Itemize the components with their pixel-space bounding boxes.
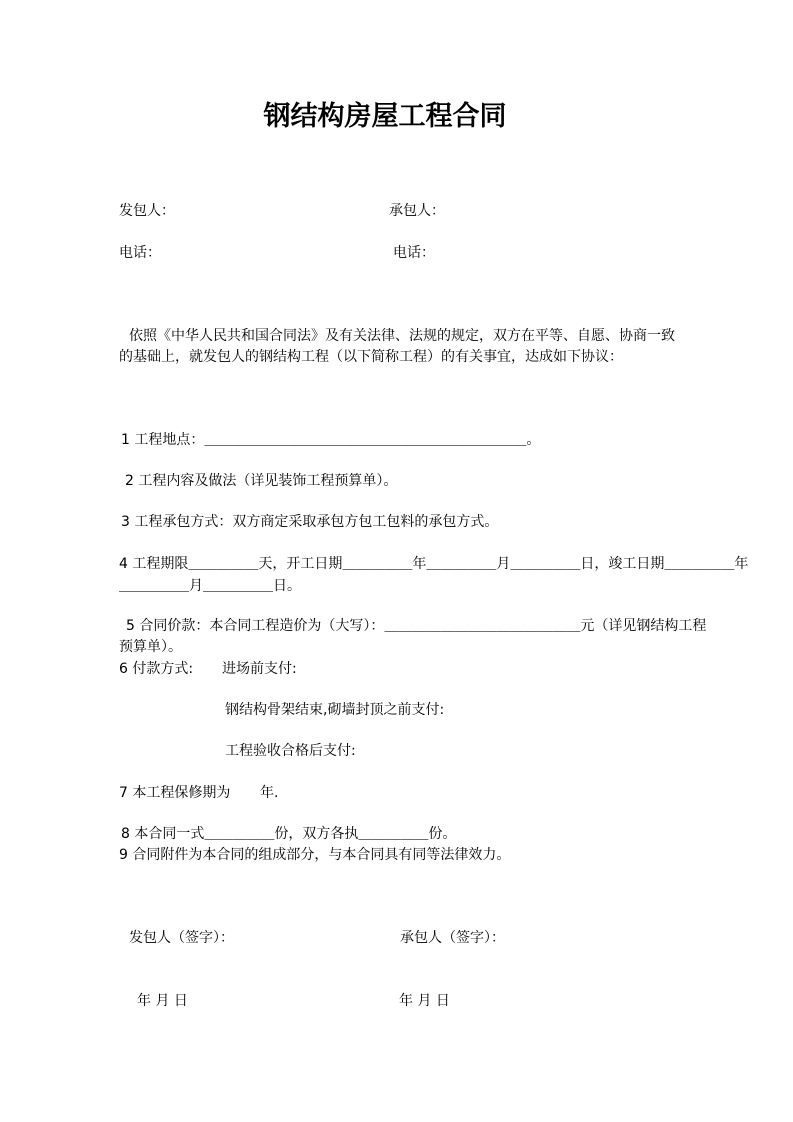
clause-6-item-1: 进场前支付: xyxy=(222,661,297,677)
contractor-phone-label: 电话： xyxy=(393,245,435,261)
clause-7-warranty-suffix: 年. xyxy=(260,785,279,801)
clause-6-label: 6 付款方式: xyxy=(119,661,194,677)
clause-1-location: 1 工程地点：＿＿＿＿＿＿＿＿＿＿＿＿＿＿＿＿＿＿＿＿＿＿＿。 xyxy=(121,432,541,448)
employer-signature-label: 发包人（签字）： xyxy=(129,930,234,946)
employer-label: 发包人： xyxy=(119,203,175,219)
clause-7-warranty-prefix: 7 本工程保修期为 xyxy=(119,785,231,801)
clause-5-price-line-1: 5 合同价款：本合同工程造价为（大写）：＿＿＿＿＿＿＿＿＿＿＿＿＿＿元（详见钢结构工程 xyxy=(126,618,707,634)
clause-4-period-line-2: ＿＿＿＿＿月＿＿＿＿＿日。 xyxy=(119,578,301,594)
employer-signature-date: 年 月 日 xyxy=(137,993,188,1009)
clause-9-appendix: 9 合同附件为本合同的组成部分，与本合同具有同等法律效力。 xyxy=(119,847,511,863)
clause-3-method: 3 工程承包方式：双方商定采取承包方包工包料的承包方式。 xyxy=(121,514,499,530)
contractor-signature-date: 年 月 日 xyxy=(399,993,450,1009)
clause-2-content: 2 工程内容及做法（详见装饰工程预算单）。 xyxy=(125,473,398,489)
clause-6-item-2: 钢结构骨架结束,砌墙封顶之前支付: xyxy=(225,702,445,718)
preamble-line-1: 依照《中华人民共和国合同法》及有关法律、法规的规定，双方在平等、自愿、协商一致 xyxy=(129,328,675,344)
contractor-label: 承包人： xyxy=(389,203,445,219)
clause-6-item-3: 工程验收合格后支付: xyxy=(225,743,356,759)
clause-5-price-line-2: 预算单）。 xyxy=(119,639,182,655)
clause-4-period-line-1: 4 工程期限＿＿＿＿＿天，开工日期＿＿＿＿＿年＿＿＿＿＿月＿＿＿＿＿日，竣工日期＿＿＿＿＿年 xyxy=(119,556,749,572)
contractor-signature-label: 承包人（签字）： xyxy=(400,930,505,946)
employer-phone-label: 电话： xyxy=(119,245,161,261)
preamble-line-2: 的基础上，就发包人的钢结构工程（以下简称工程）的有关事宜，达成如下协议： xyxy=(119,349,623,365)
clause-8-copies: 8 本合同一式＿＿＿＿＿份，双方各执＿＿＿＿＿份。 xyxy=(121,826,457,842)
document-title: 钢结构房屋工程合同 xyxy=(263,101,507,132)
